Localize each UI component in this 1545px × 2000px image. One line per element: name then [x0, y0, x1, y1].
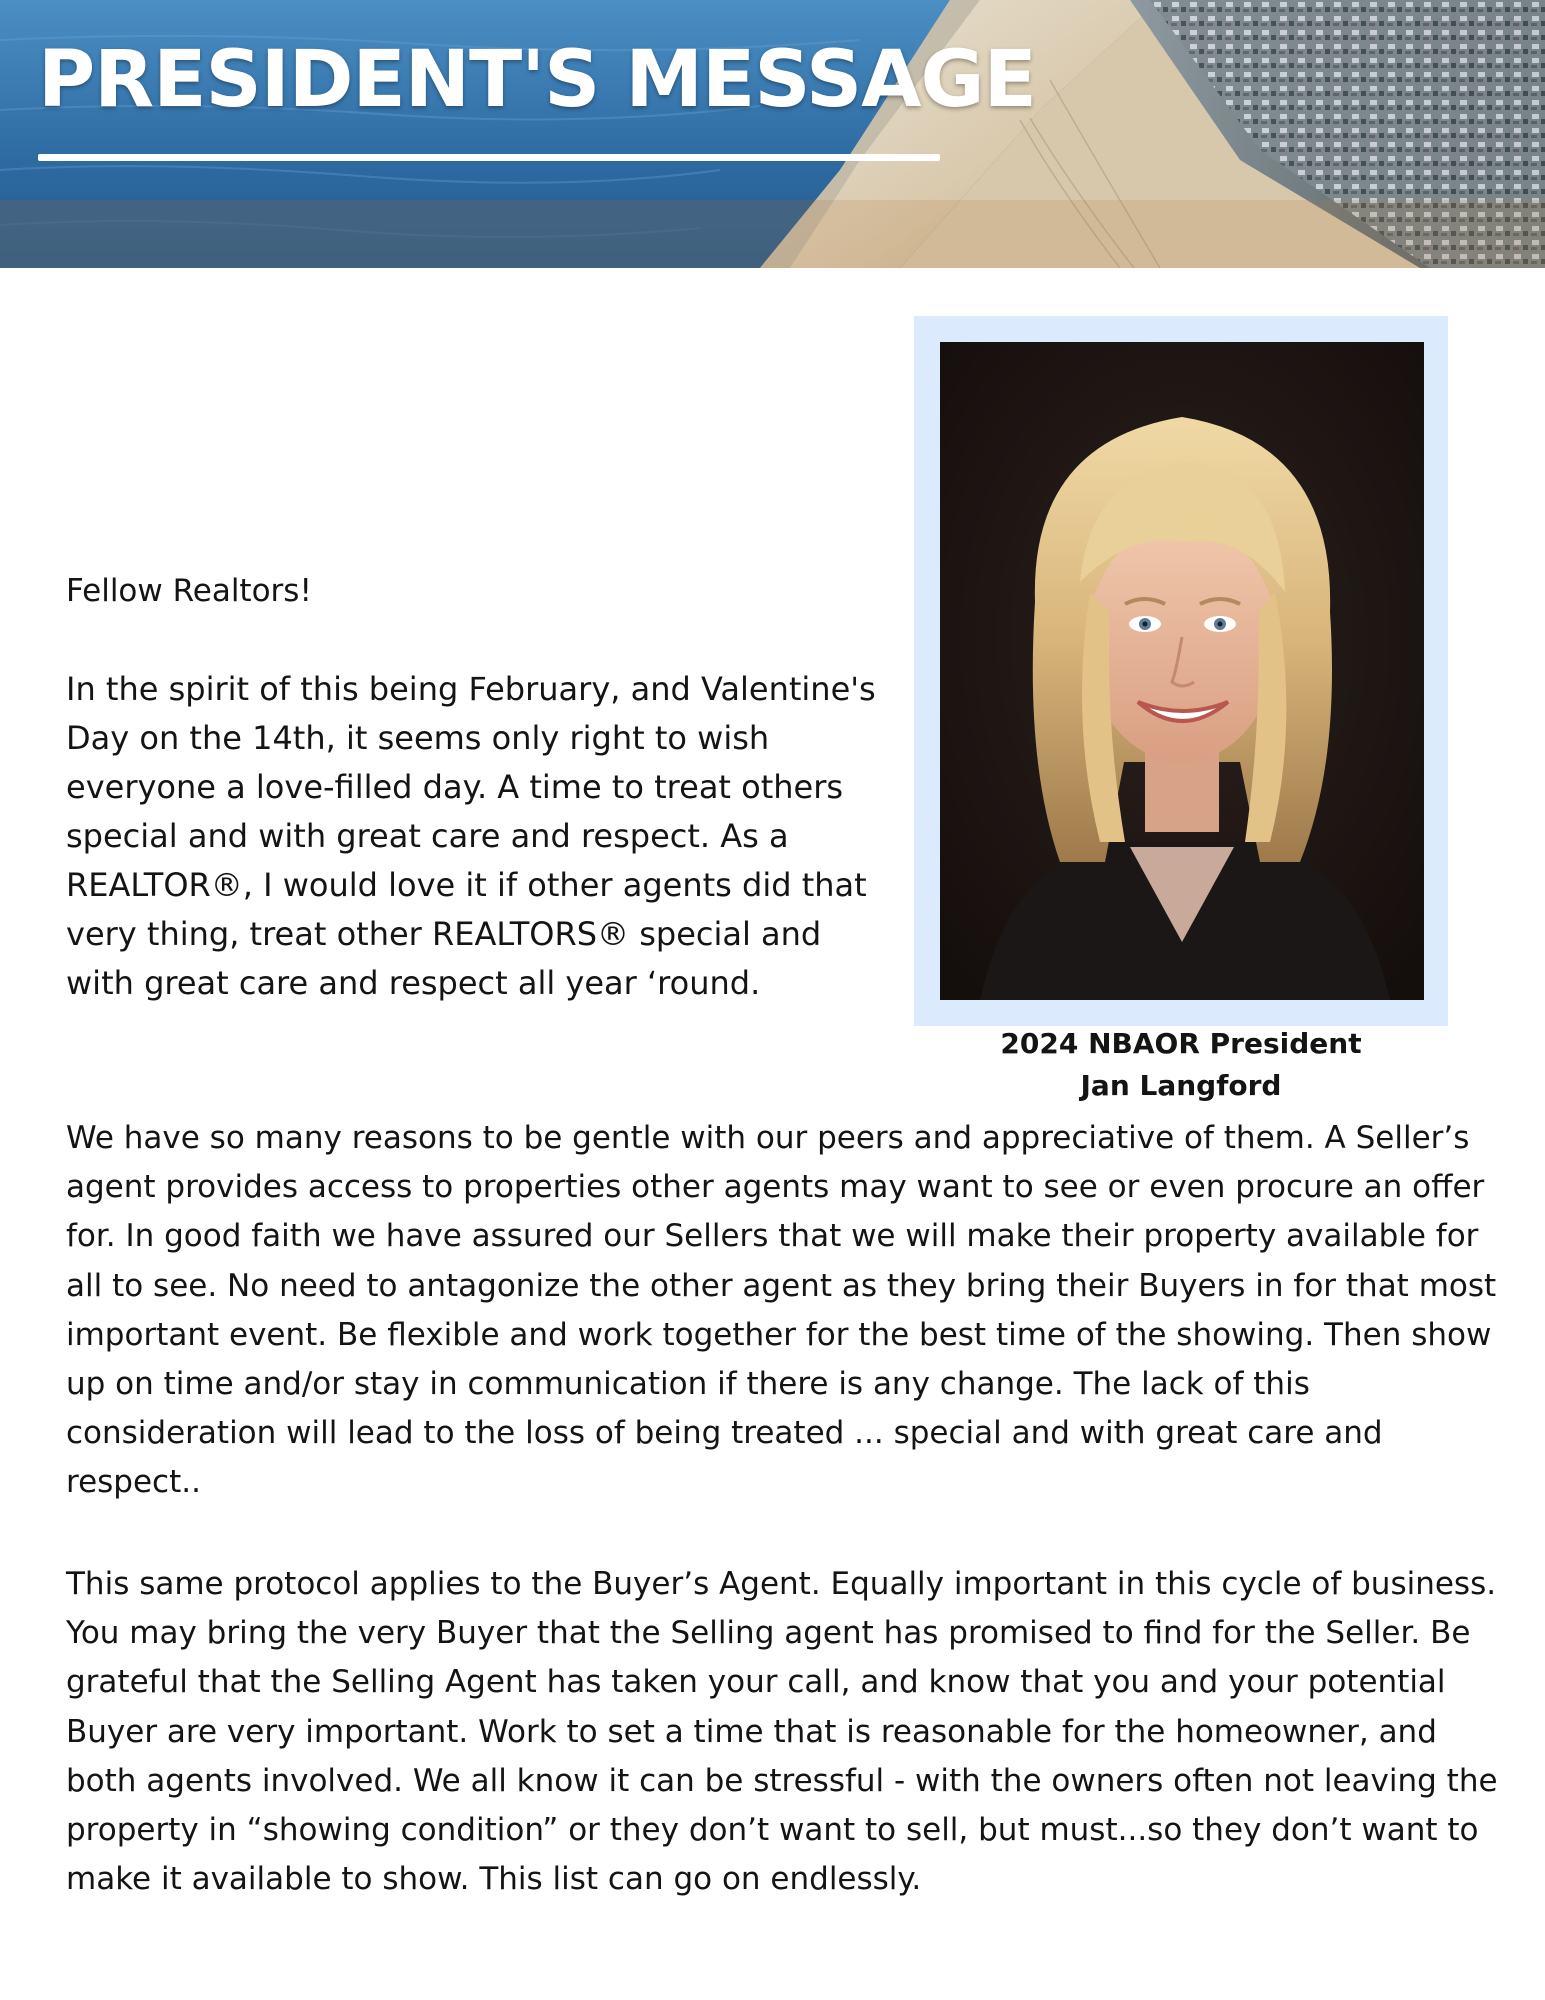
portrait-frame — [914, 316, 1448, 1026]
paragraph-2: We have so many reasons to be gentle with our peers and appreciative of them. A Seller’s agent provides access to properties other agents may want to see or even procure an offer for. In good faith we have assured our Sellers that we will make their property available for all to see. No need to antagonize the other agent as they bring their Buyers in for that most important event. Be flexible and work together for the best time of the showing. Then show up on time and/or stay in communication if there is any change. The lack of this consideration will lead to the loss of being treated ... special and with great care and respect.. — [66, 1120, 1497, 1501]
president-portrait-photo — [940, 342, 1424, 1000]
header-banner — [0, 0, 1545, 268]
portrait-caption — [914, 1023, 1448, 1107]
greeting: Fellow Realtors! — [66, 573, 312, 609]
paragraph-3: This same protocol applies to the Buyer’s Agent. Equally important in this cycle of business. You may bring the very Buyer that the Selling agent has promised to find for the Seller. Be grateful that the Selling Agent has taken your call, and know that you and your potential Buyer are very important. Work to set a time that is reasonable for the homeowner, and both agents involved. We all know it can be stressful - with the owners often not leaving the property in “showing condition” or they don’t want to sell, but must...so they don’t want to make it available to show. This list can go on endlessly. — [66, 1566, 1498, 1898]
page-title: PRESIDENT'S MESSAGE — [38, 35, 1036, 125]
caption-name: Jan Langford — [1080, 1069, 1282, 1102]
caption-title: 2024 NBAOR President — [1000, 1027, 1362, 1060]
paragraph-1: In the spirit of this being February, and Valentine's Day on the 14th, it seems only right to wish everyone a love-filled day. A time to treat others special and with great care and respect. As a REALTOR®, I would love it if other agents did that very thing, treat other REALTORS® special and with great care and respect all year ‘round. — [66, 670, 876, 1002]
title-underline — [38, 154, 940, 161]
